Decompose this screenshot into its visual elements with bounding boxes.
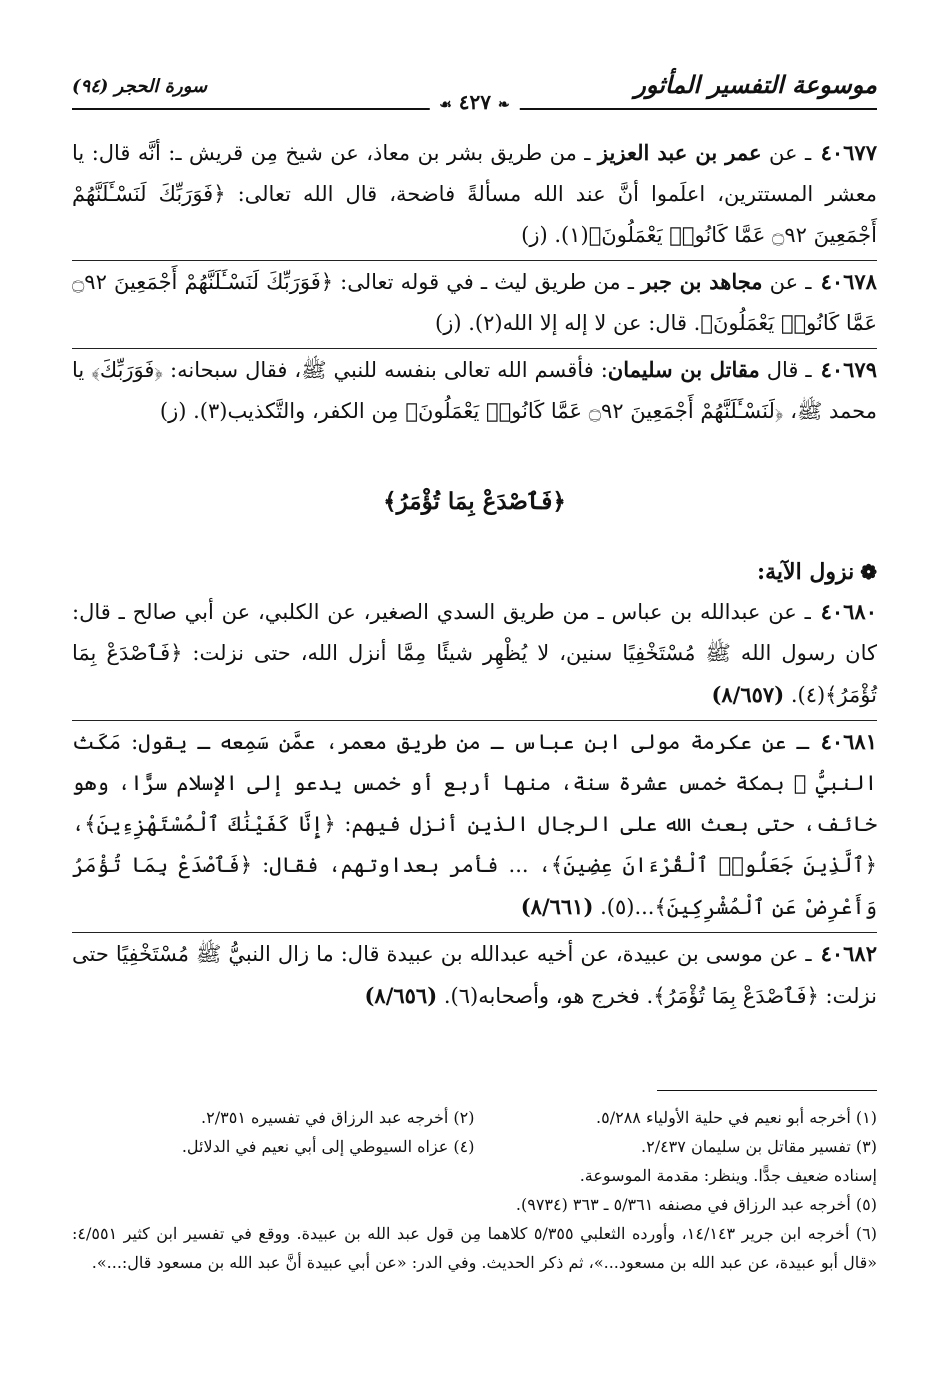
verse-heading: ﴿فَٱصْدَعْ بِمَا تُؤْمَرُ﴾ xyxy=(383,488,566,515)
footnote: (٢) أخرجه عبد الرزاق في تفسيره ٢/٣٥١. xyxy=(201,1108,475,1127)
entries-bottom xyxy=(72,591,877,1021)
section-heading: ❁نزول الآية: xyxy=(757,559,877,585)
ornament-icon: ☙ xyxy=(439,97,452,113)
footnote: (٤) عزاه السيوطي إلى أبي نعيم في الدلائل. xyxy=(181,1137,475,1156)
book-title: موسوعة التفسير المأثور xyxy=(634,70,877,99)
surah-title: سورة الحجر (٩٤) xyxy=(72,76,208,97)
narration-entry: ٤٠٦٨٠ ـ عن عبدالله بن عباس ـ من طريق السدي الصغير، عن الكلبي، عن أبي صالح ـ قال: كان رسول الله ﷺ مُسْتَخْفِيًا سنين، لا يُظْهِر شيئًا مِمَّا أنزل الله، حتى نزلت: ﴿فَٱصْدَعْ بِمَا تُؤْمَرُ﴾(٤). (٨/٦٥٧) xyxy=(72,591,877,721)
footnote-grid xyxy=(72,1103,877,1161)
narration-entry: ٤٠٦٧٨ ـ عن مجاهد بن جبر ـ من طريق ليث ـ في قوله تعالى: ﴿فَوَرَبِّكَ لَنَسْـَٔلَنَّهُمْ أَجْمَعِينَ ۝٩٢ عَمَّا كَانُوا۟ يَعْمَلُونَ﴾. قال: عن لا إله إلا الله(٢). (ز) xyxy=(72,261,877,349)
ornament-icon: ❧ xyxy=(498,97,510,113)
narration-entry: ٤٠٦٧٩ ـ قال مقاتل بن سليمان: فأقسم الله تعالى بنفسه للنبي ﷺ، فقال سبحانه: ﴿فَوَرَبِّكَ﴾ يا محمد ﷺ، ﴿لَنَسْـَٔلَنَّهُمْ أَجْمَعِينَ ۝٩٢ عَمَّا كَانُوا۟ يَعْمَلُونَ﴾ مِن الكفر، والتَّكذيب(٣). (ز) xyxy=(72,357,877,423)
narration-entry: ٤٠٦٨١ ـ عن عكرمة مولى ابن عباس ـ من طريق معمر، عمَّن سَمِعه ـ يقول: مَكَث النبيُّ ﷺ بمكة خمس عشرة سنة، منها أربع أو خمس يدعو إلى الإسلام سرًّا، وهو خائف، حتى بعث الله على الرجال الذين أنزل فيهم: ﴿إِنَّا كَفَيْنَٰكَ ٱلْمُسْتَهْزِءِينَ﴾، ﴿ٱلَّذِينَ جَعَلُوا۟ ٱلْقُرْءَانَ عِضِينَ﴾، ... فأمر بعداوتهم، فقال: ﴿فَٱصْدَعْ بِمَا تُؤْمَرُ وَأَعْرِضْ عَنِ ٱلْمُشْرِكِينَ﴾...(٥). (٨/٦٦١) xyxy=(72,721,877,933)
running-header xyxy=(72,68,877,114)
footnote: إسناده ضعيف جدًّا. وينظر: مقدمة الموسوعة. xyxy=(579,1166,877,1185)
footnote: (٣) تفسير مقاتل بن سليمان ٢/٤٣٧. xyxy=(641,1137,877,1156)
footnote: (٦) أخرجه ابن جرير ١٤/١٤٣، وأورده الثعلبي ٥/٣٥٥ كلاهما مِن قول عبد الله بن عبيدة. ووقع في تفسير ابن كثير ٤/٥٥١: «قال أبو عبيدة، عن عبد الله بن مسعود...»، ثم ذكر الحديث. وفي الدر: «عن أبي عبيدة أنَّ عبد الله بن مسعود قال:...». xyxy=(72,1224,878,1272)
footnotes xyxy=(72,1090,877,1277)
footnote: (١) أخرجه أبو نعيم في حلية الأولياء ٥/٢٨٨. xyxy=(596,1108,877,1127)
narration-entry: ٤٠٦٧٧ ـ عن عمر بن عبد العزيز ـ من طريق بشر بن معاذ، عن شيخ مِن قريش ـ: أنَّه قال: يا معشر المستترين، اعلَموا أنَّ عند الله مسألةً فاضحة، قال الله تعالى: ﴿فَوَرَبِّكَ لَنَسْـَٔلَنَّهُمْ أَجْمَعِينَ ۝٩٢ عَمَّا كَانُوا۟ يَعْمَلُونَ﴾(١). (ز) xyxy=(72,132,877,261)
footnote-divider xyxy=(657,1090,877,1091)
footnote: (٥) أخرجه عبد الرزاق في مصنفه ٥/٣٦١ ـ ٣٦٣ (٩٧٣٤). xyxy=(515,1195,877,1214)
flower-icon: ❁ xyxy=(860,560,877,584)
narration-entry: ٤٠٦٨٢ ـ عن موسى بن عبيدة، عن أخيه عبدالله بن عبيدة قال: ما زال النبيُّ ﷺ مُسْتَخْفِيًا حتى نزلت: ﴿فَٱصْدَعْ بِمَا تُؤْمَرُ﴾. فخرج هو، وأصحابه(٦). (٨/٦٥٦) xyxy=(72,941,877,1008)
page-number: ❧ ٤٢٧ ☙ xyxy=(429,90,519,114)
entries-top xyxy=(72,132,877,436)
